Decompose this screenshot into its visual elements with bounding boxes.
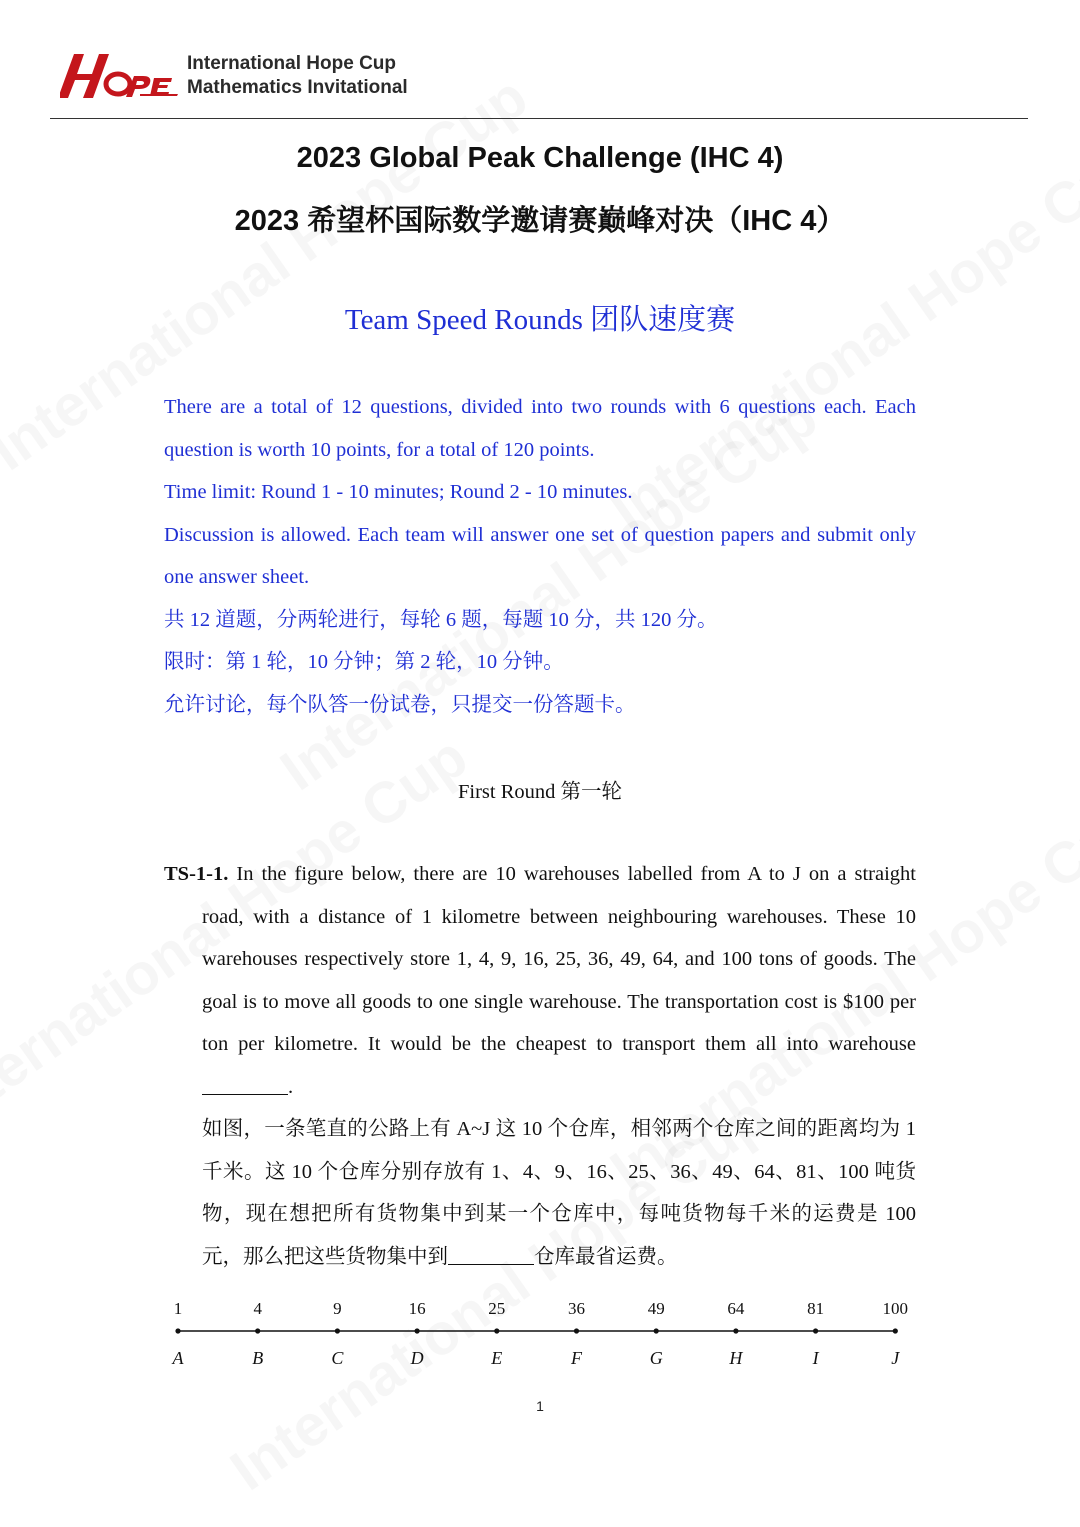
warehouse-point-c xyxy=(335,1328,340,1333)
warehouse-tons-c: 9 xyxy=(333,1299,342,1318)
warehouse-point-i xyxy=(813,1328,818,1333)
warehouse-point-e xyxy=(494,1328,499,1333)
title-chinese: 2023 希望杯国际数学邀请赛巅峰对决（IHC 4） xyxy=(234,205,846,237)
warehouse-point-b xyxy=(255,1328,260,1333)
section-subtitle: Team Speed Rounds 团队速度赛 xyxy=(344,304,736,336)
warehouse-label-c: C xyxy=(331,1348,344,1368)
question-text-chinese-end: 仓库最省运费。 xyxy=(534,1245,678,1268)
instructions xyxy=(164,386,916,726)
question-text-english: In the figure below, there are 10 warehouses labelled from A to J on a straight road, with a distance of 1 kilometre between neighbouring warehouses. These 10 warehouses respectively store 1, 4, 9, 16, 25, 36, 49, 64, and 100 tons of goods. The goal is to move all goods to one single warehouse. The transportation cost is $100 per ton per kilometre. It would be the cheapest to transport them all into warehouse xyxy=(202,863,916,1055)
round-heading: First Round 第一轮 xyxy=(457,781,623,803)
org-name-line1: International Hope Cup xyxy=(187,53,396,74)
warehouse-label-g: G xyxy=(649,1348,663,1368)
warehouse-point-j xyxy=(893,1328,898,1333)
hope-cup-logo xyxy=(60,48,440,108)
warehouse-label-h: H xyxy=(729,1348,743,1368)
answer-blank[interactable] xyxy=(202,1073,288,1095)
hope-logo-icon xyxy=(60,48,180,104)
warehouse-label-a: A xyxy=(172,1348,184,1368)
warehouses xyxy=(172,1299,909,1368)
org-name-line2: Mathematics Invitational xyxy=(187,77,408,98)
instruction-line: Discussion is allowed. Each team will answer one set of question papers and submit only one answer sheet. xyxy=(164,523,916,588)
warehouse-tons-b: 4 xyxy=(253,1299,262,1318)
warehouse-tons-j: 100 xyxy=(882,1299,909,1318)
warehouse-tons-g: 49 xyxy=(647,1299,665,1318)
warehouse-label-f: F xyxy=(571,1348,582,1368)
warehouse-label-d: D xyxy=(410,1348,424,1368)
warehouse-label-e: E xyxy=(491,1348,503,1368)
warehouse-label-i: I xyxy=(812,1348,819,1368)
warehouse-point-f xyxy=(574,1328,579,1333)
warehouse-point-a xyxy=(175,1328,180,1333)
question-ts-1-1 xyxy=(164,853,916,1278)
page-number: 1 xyxy=(536,1398,544,1414)
warehouse-tons-h: 64 xyxy=(727,1299,745,1318)
question-text-chinese: 如图，一条笔直的公路上有 A~J 这 10 个仓库，相邻两个仓库之间的距离均为 1 千米。这 10 个仓库分别存放有 1、4、9、16、25、36、49、64、81、100 吨货物，现在想把所有货物集中到某一个仓库中，每吨货物每千米的运费是 100 元，那么把这些货物集中到 xyxy=(202,1118,916,1268)
warehouse-tons-d: 16 xyxy=(408,1299,426,1318)
instruction-line: 共 12 道题，分两轮进行，每轮 6 题，每题 10 分，共 120 分。 xyxy=(164,608,718,631)
warehouse-label-b: B xyxy=(252,1348,264,1368)
title-english: 2023 Global Peak Challenge (IHC 4) xyxy=(296,142,784,174)
question-number: TS-1-1. xyxy=(164,863,229,885)
warehouse-tons-a: 1 xyxy=(173,1299,183,1318)
instruction-line: There are a total of 12 questions, divided into two rounds with 6 questions each. Each question is worth 10 points, for a total of 120 points. xyxy=(164,396,916,461)
instruction-line: 允许讨论，每个队答一份试卷，只提交一份答题卡。 xyxy=(164,693,636,716)
question-text-english-end: . xyxy=(288,1075,294,1098)
answer-blank[interactable] xyxy=(448,1243,534,1265)
warehouse-point-d xyxy=(415,1328,420,1333)
instruction-line: Time limit: Round 1 - 10 minutes; Round 2 - 10 minutes. xyxy=(164,481,633,503)
header-divider xyxy=(50,118,1028,119)
warehouse-figure xyxy=(150,1290,930,1380)
warehouse-tons-f: 36 xyxy=(568,1299,585,1318)
warehouse-point-h xyxy=(733,1328,738,1333)
warehouse-tons-i: 81 xyxy=(807,1299,825,1318)
warehouse-point-g xyxy=(654,1328,659,1333)
instruction-line: 限时：第 1 轮，10 分钟；第 2 轮，10 分钟。 xyxy=(164,651,564,673)
warehouse-label-j: J xyxy=(891,1348,900,1368)
warehouse-tons-e: 25 xyxy=(488,1299,506,1318)
